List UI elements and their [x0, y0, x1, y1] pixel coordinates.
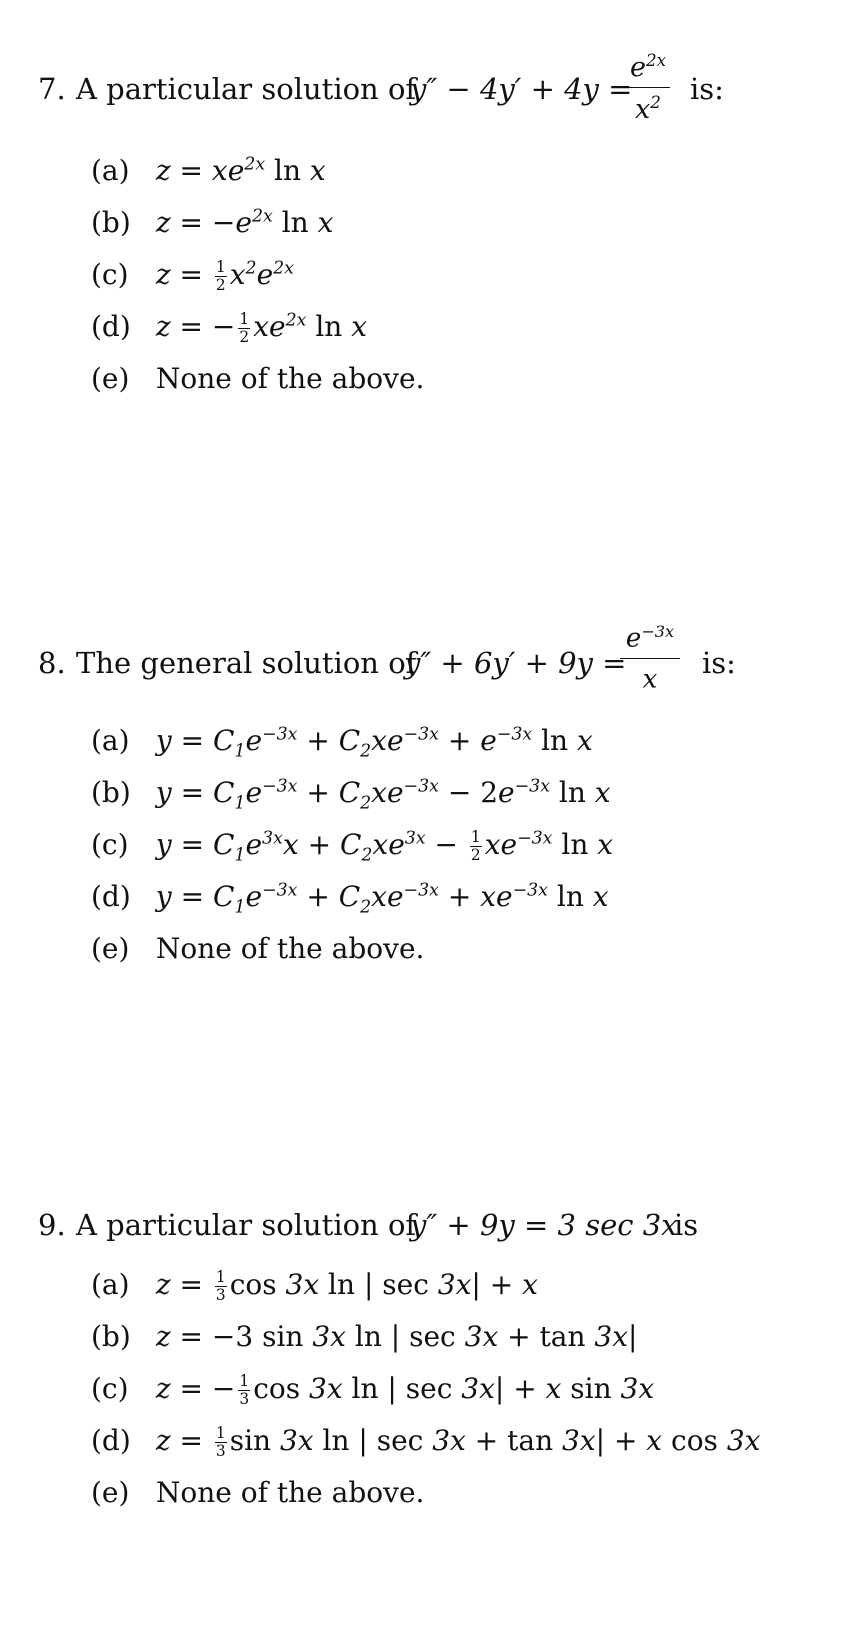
- problem-9-stem: [38, 1208, 838, 1268]
- choice-e: [91, 362, 424, 414]
- choice-c: [91, 258, 424, 310]
- problem-7: [38, 44, 838, 395]
- choice-label: (d): [91, 1424, 131, 1457]
- choice-expression: z = − $\frac{1}{2}$ $xe^{2x}$ ln x: [155, 310, 368, 346]
- fraction-bar: [626, 87, 670, 88]
- problem-rhs-fraction: [626, 50, 670, 125]
- choice-b: [91, 206, 424, 258]
- fraction-bar: [620, 658, 680, 659]
- fraction-numerator: $e^{2x}$: [629, 50, 667, 83]
- choice-label: (c): [91, 828, 129, 861]
- problem-lhs: y″ + 6y′ + 9y =: [404, 646, 627, 680]
- fraction-denominator: x: [642, 664, 658, 695]
- problem-tail: is:: [690, 72, 724, 106]
- choice-expression: $y = C_1e^{-3x} + C_2xe^{-3x} - 2e^{-3x}$ ln x: [155, 776, 611, 814]
- fraction-numerator: $e^{-3x}$: [625, 622, 675, 654]
- problem-8: [38, 618, 838, 965]
- problem-number: 9.: [38, 1208, 66, 1242]
- problem-lead: The general solution of: [76, 646, 417, 680]
- choice-d: [91, 880, 613, 932]
- choice-expression: $z = xe^{2x}$ ln x: [155, 154, 326, 187]
- choice-expression: z = $\frac{1}{3}$ cos 3x ln | sec 3x| + x: [155, 1268, 538, 1304]
- problem-tail: is:: [702, 646, 736, 680]
- choice-expression: z = −3 sin 3x ln | sec 3x + tan 3x|: [155, 1320, 638, 1353]
- choice-a: [91, 154, 424, 206]
- choice-label: (b): [91, 776, 131, 809]
- choice-expression: $y = C_1e^{3x}x + C_2xe^{3x}$ − $\frac{1}{2}$ $xe^{-3x}$ ln x: [155, 828, 614, 866]
- choice-label: (a): [91, 1268, 130, 1301]
- choices-list: [91, 724, 613, 984]
- choice-b: [91, 1320, 760, 1372]
- choice-label: (d): [91, 880, 131, 913]
- fraction-denominator: $x^2$: [635, 92, 661, 125]
- choice-label: (e): [91, 932, 130, 965]
- choice-expression: $y = C_1e^{-3x} + C_2xe^{-3x} + e^{-3x}$ ln x: [155, 724, 593, 762]
- problem-tail: is: [674, 1208, 699, 1242]
- choice-e: [91, 1476, 760, 1528]
- choice-c: [91, 828, 613, 880]
- choice-label: (c): [91, 1372, 129, 1405]
- choice-d: [91, 310, 424, 362]
- choice-a: [91, 1268, 760, 1320]
- choices-list: [91, 1268, 760, 1528]
- problem-number: 7.: [38, 72, 66, 106]
- choice-a: [91, 724, 613, 776]
- choice-text: None of the above.: [155, 1476, 425, 1509]
- choice-label: (a): [91, 154, 130, 187]
- problem-lead: A particular solution of: [76, 1208, 417, 1242]
- choice-expression: $z = -e^{2x}$ ln x: [155, 206, 334, 239]
- problem-7-stem: [38, 44, 838, 154]
- choice-text: None of the above.: [155, 932, 425, 965]
- problem-lhs: y″ + 9y = 3 sec 3x: [410, 1208, 678, 1242]
- choice-label: (b): [91, 206, 131, 239]
- choice-d: [91, 1424, 760, 1476]
- choice-expression: z = $\frac{1}{3}$ sin 3x ln | sec 3x + tan 3x| + x cos 3x: [155, 1424, 761, 1460]
- choice-c: [91, 1372, 760, 1424]
- choice-label: (d): [91, 310, 131, 343]
- choice-b: [91, 776, 613, 828]
- problem-8-stem: [38, 618, 838, 728]
- problem-lhs: y″ − 4y′ + 4y =: [410, 72, 633, 106]
- choice-expression: $y = C_1e^{-3x} + C_2xe^{-3x} + xe^{-3x}$ ln x: [155, 880, 609, 918]
- choice-label: (b): [91, 1320, 131, 1353]
- choices-list: [91, 154, 424, 414]
- choice-label: (e): [91, 1476, 130, 1509]
- problem-lead: A particular solution of: [76, 72, 417, 106]
- choice-label: (e): [91, 362, 130, 395]
- problem-number: 8.: [38, 646, 66, 680]
- choice-expression: z = − $\frac{1}{3}$ cos 3x ln | sec 3x| + x sin 3x: [155, 1372, 655, 1408]
- problem-9: [38, 1208, 838, 1509]
- choice-e: [91, 932, 613, 984]
- choice-text: None of the above.: [155, 362, 425, 395]
- problem-rhs-fraction: [620, 622, 680, 694]
- choice-label: (a): [91, 724, 130, 757]
- choice-expression: z = $\frac{1}{2}$ $x^2e^{2x}$: [155, 258, 294, 294]
- choice-label: (c): [91, 258, 129, 291]
